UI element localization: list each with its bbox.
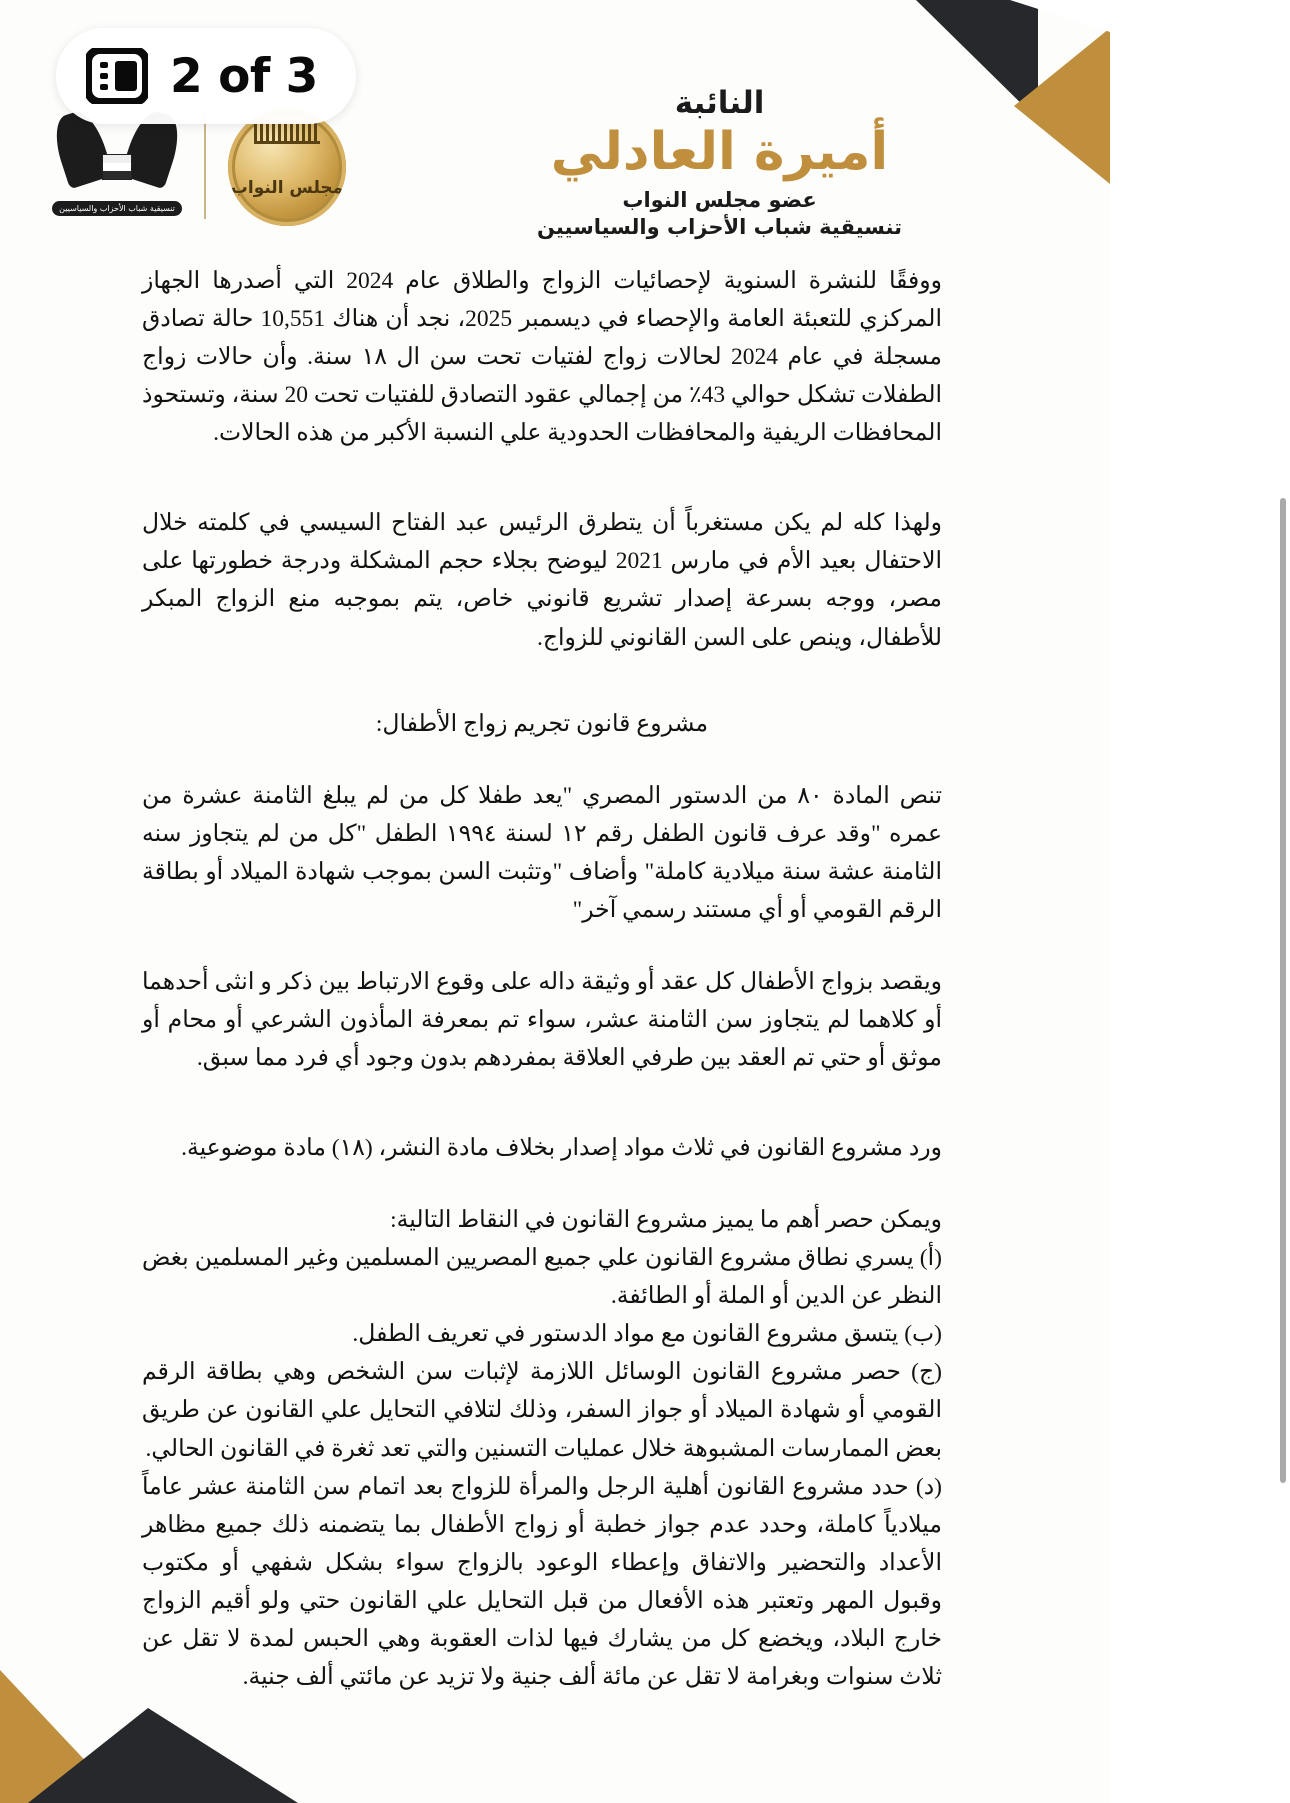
scrollbar-thumb[interactable] <box>1280 498 1286 1483</box>
egypt-flag-icon <box>102 154 132 180</box>
letterhead-name: أميرة العادلي <box>550 122 889 183</box>
parliament-building-icon <box>254 122 320 144</box>
logo-group <box>52 108 346 226</box>
letterhead-subtitle-2: تنسيقية شباب الأحزاب والسياسيين <box>537 214 902 239</box>
corner-decoration-top-right-notch <box>1010 0 1110 32</box>
list-item-c: (ج) حصر مشروع القانون الوسائل اللازمة لإثبات سن الشخص وهي بطاقة الرقم القومي أو شهادة الميلاد أو جواز السفر، وذلك لتلافي التحايل علي القانون عن طريق بعض الممارسات المشبوهة خلال عمليات التسنين والتي تعد ثغرة في القانون الحالي. <box>142 1359 942 1462</box>
document-body <box>142 262 942 1696</box>
paragraph-constitution: تنص المادة ٨٠ من الدستور المصري "يعد طفلا كل من لم يبلغ الثامنة عشرة من عمره "وقد عرف قانون الطفل رقم ١٢ لسنة ١٩٩٤ الطفل "كل من لم يتجاوز سنه الثامنة عشة سنة ميلادية كاملة" وأضاف "وتثبت السن بموجب شهادة الميلاد أو بطاقة الرقم القومي أو أي مستند رسمي آخر" <box>142 782 943 923</box>
corner-decoration-top-right-gold <box>1014 28 1110 184</box>
list-item-d: (د) حدد مشروع القانون أهلية الرجل والمرأة للزواج بعد اتمام سن الثامنة عشر عاماً ميلادياً كاملة، وحدد عدم جواز خطبة أو زواج الأطفال بما يتضمنه ذلك جميع مظاهر الأعداد والتحضير والاتفاق وإعطاء الوعود بالزواج سواء بشكل شفهي أو مكتوب وقبول المهر وتعتبر هذه الأفعال من قبل التحايل علي القانون حتي ولو أقيم الزواج خارج البلاد، ويخضع كل من يشارك فيها لذات العقوبة وهي الحبس لمدة لا تقل عن ثلاث سنوات وبغرامة لا تقل عن مائة ألف جنية ولا تزيد عن مائتي ألف جنية. <box>142 1473 942 1690</box>
scrollbar-track[interactable] <box>1282 0 1288 1803</box>
corner-decoration-bottom-left-dark <box>28 1708 298 1803</box>
paragraph-statistics: ووفقًا للنشرة السنوية لإحصائيات الزواج والطلاق عام 2024 التي أصدرها الجهاز المركزي للتعبئة العامة والإحصاء في ديسمبر 2025، نجد أن هناك 10,551 حالة تصادق مسجلة في عام 2024 لحالات زواج لفتيات تحت سن ال ١٨ سنة. وأن حالات زواج الطفلات تشكل حوالي 43٪ من إجمالي عقود التصادق للفتيات تحت 20 سنة، وتستحوذ المحافظات الريفية والمحافظات الحدودية علي النسبة الأكبر من هذه الحالات. <box>142 268 943 447</box>
paragraph-articles: ورد مشروع القانون في ثلاث مواد إصدار بخلاف مادة النشر، (١٨) مادة موضوعية. <box>181 1135 942 1162</box>
carousel-page-badge[interactable] <box>56 28 356 124</box>
page-gutter <box>1110 0 1290 1803</box>
carousel-page-label: 2 of 3 <box>170 48 318 104</box>
carousel-icon <box>86 48 148 104</box>
coordination-hands-logo <box>52 108 182 226</box>
coordination-logo-caption: تنسيقية شباب الأحزاب والسياسيين <box>52 201 182 216</box>
paragraph-definition: ويقصد بزواج الأطفال كل عقد أو وثيقة داله على وقوع الارتباط بين ذكر و انثى أحدهما أو كلاهما لم يتجاوز سن الثامنة عشر، سواء تم بمعرفة المأذون الشرعي أو محام أو موثق أو حتي تم العقد بين طرفي العلاقة بمفردهم بدون وجود أي فرد مما سبق. <box>142 968 942 1071</box>
paragraph-president: ولهذا كله لم يكن مستغرباً أن يتطرق الرئيس عبد الفتاح السيسي في كلمته خلال الاحتفال بعيد الأم في مارس 2021 ليوضح بجلاء حجم المشكلة ودرجة خطورتها على مصر، ووجه بسرعة إصدار تشريع قانوني خاص، يتم بموجبه منع الزواج المبكر للأطفال، وينص على السن القانوني للزواج. <box>142 510 942 651</box>
letterhead-role: النائبة <box>674 85 765 121</box>
list-item-b: (ب) يتسق مشروع القانون مع مواد الدستور في تعريف الطفل. <box>352 1321 942 1348</box>
list-item-a: (أ) يسري نطاق مشروع القانون علي جميع المصريين المسلمين وغير المسلمين بغض النظر عن الدين أو الملة أو الطائفة. <box>142 1245 942 1310</box>
parliament-seal-label: مجلس النواب <box>230 178 344 198</box>
paragraph-intro-points: ويمكن حصر أهم ما يميز مشروع القانون في النقاط التالية: <box>390 1207 942 1234</box>
logo-divider <box>204 115 206 219</box>
heading-draft-law: مشروع قانون تجريم زواج الأطفال: <box>375 710 709 737</box>
letterhead <box>537 86 902 240</box>
letterhead-subtitle-1: عضو مجلس النواب <box>622 188 817 213</box>
parliament-seal-logo <box>228 108 346 226</box>
